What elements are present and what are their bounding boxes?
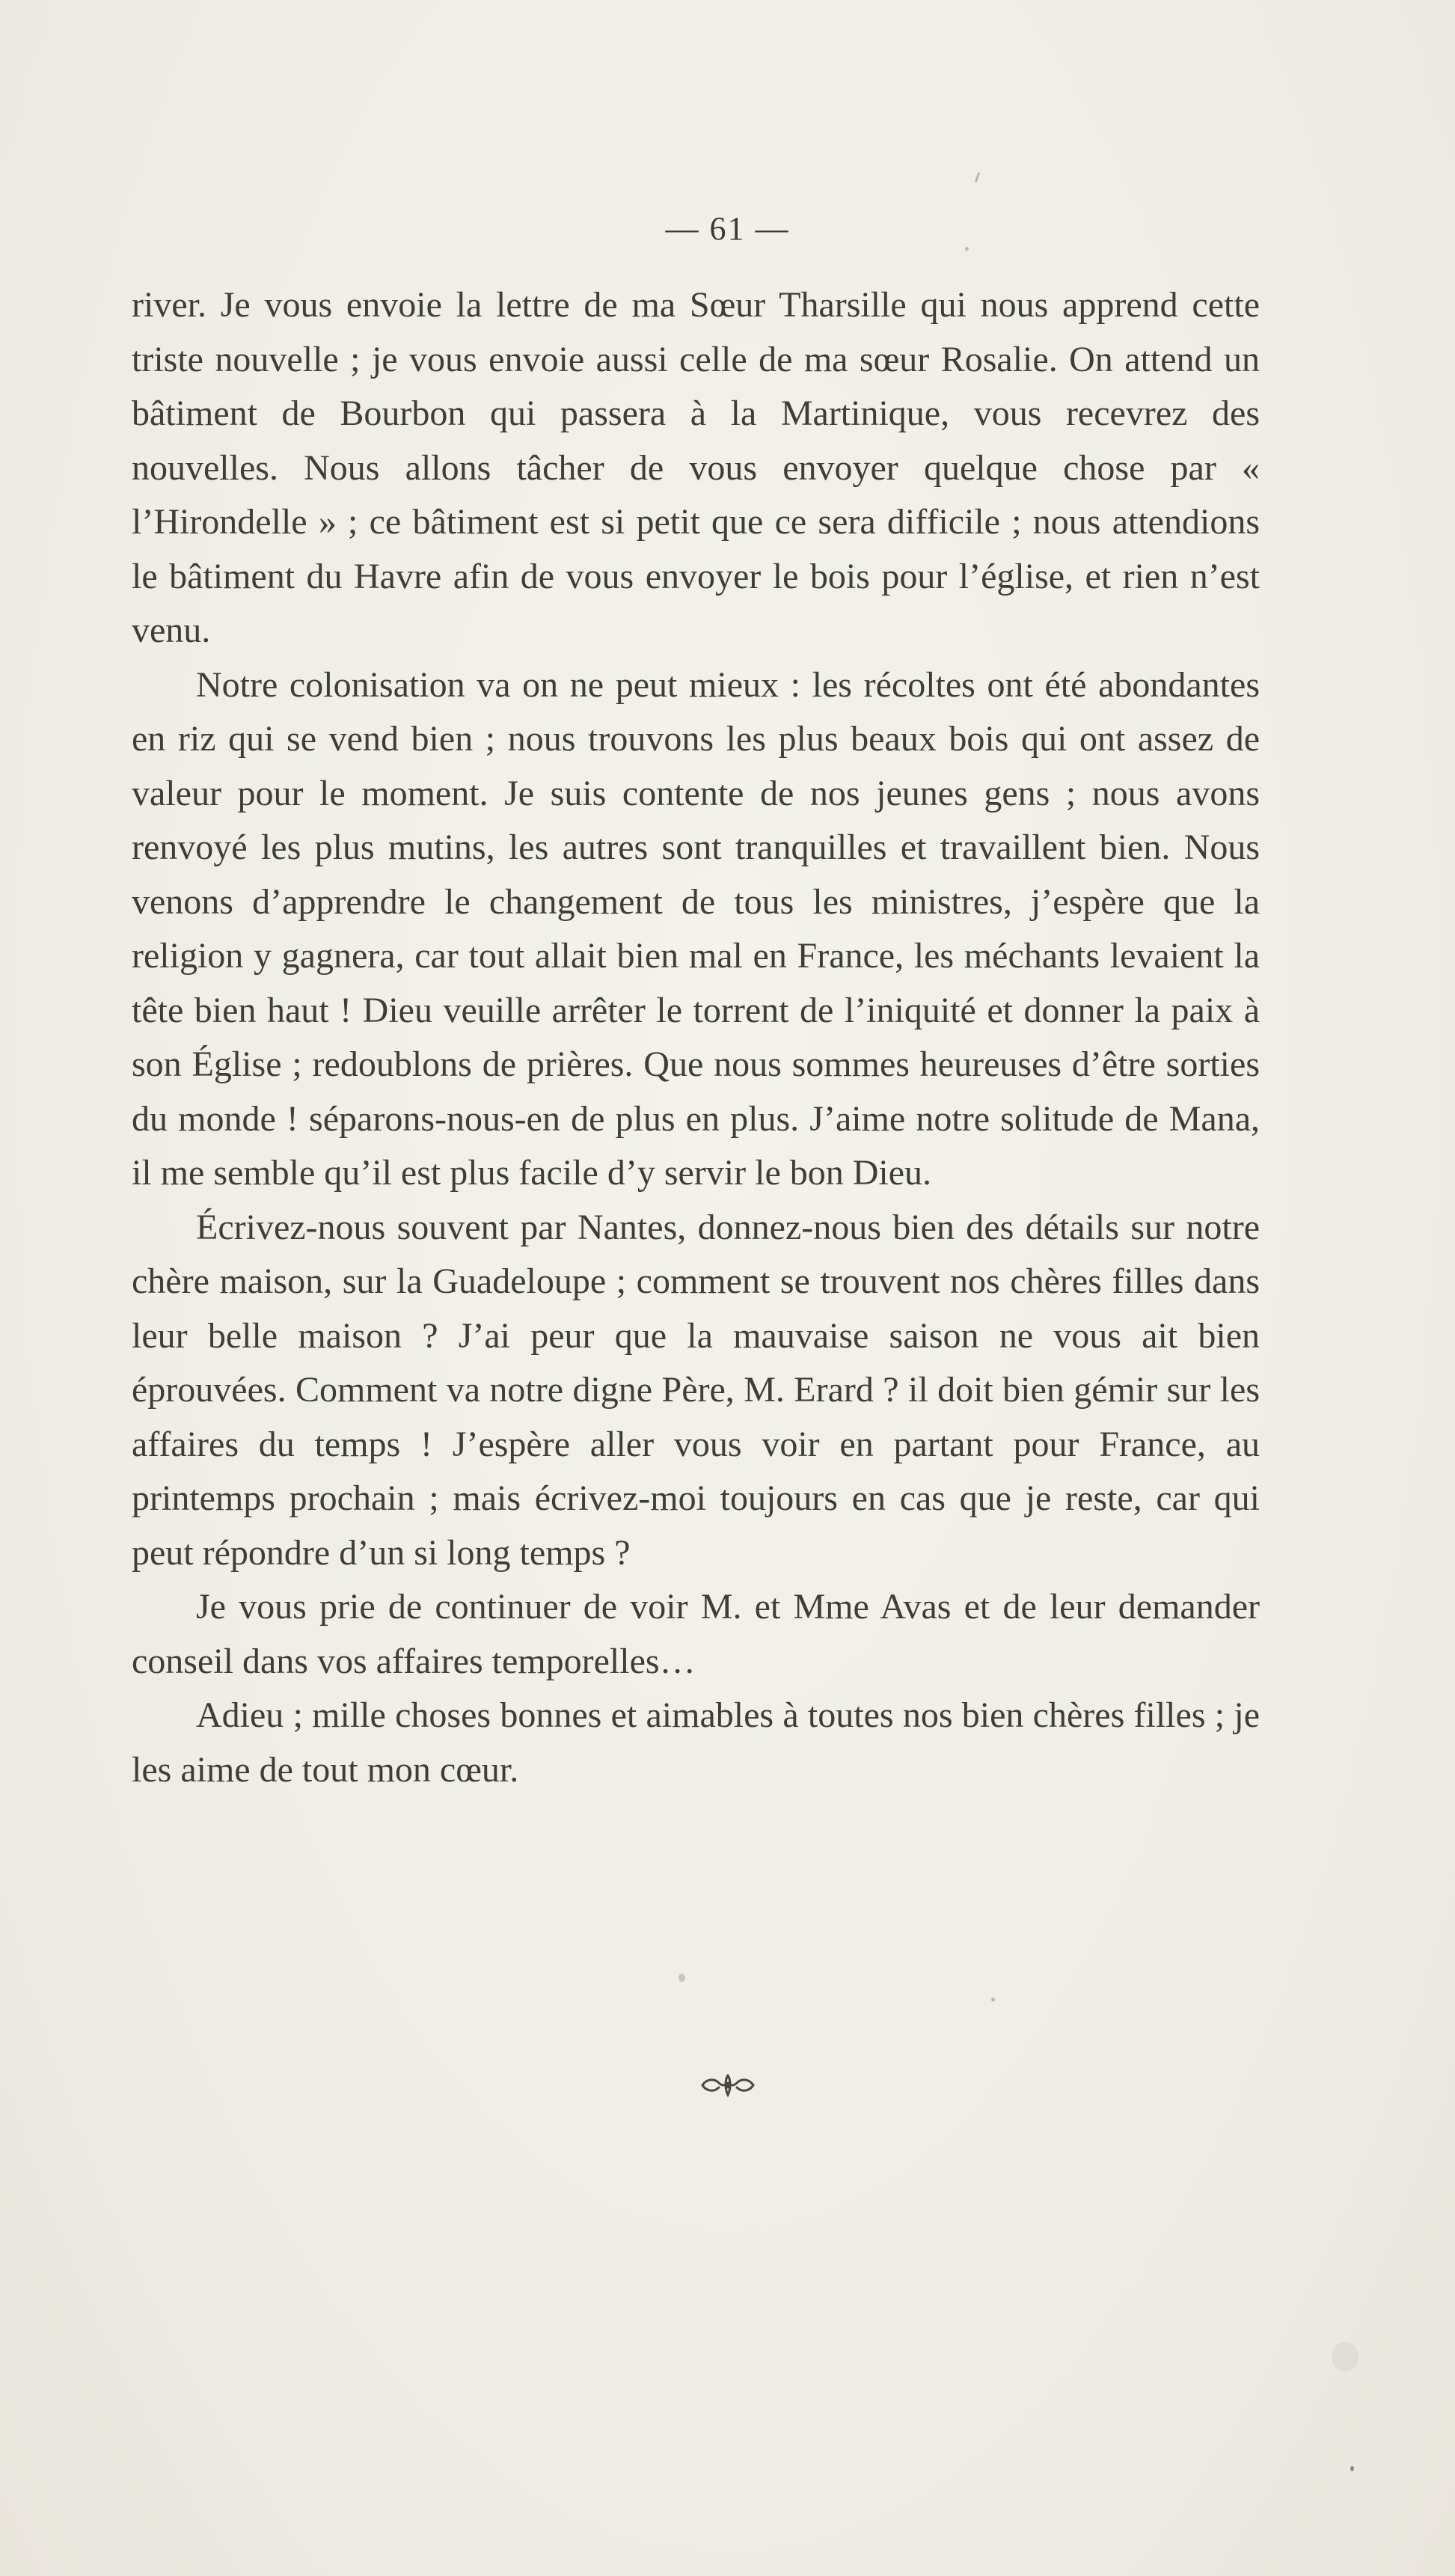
paper-speck (1350, 2466, 1354, 2471)
fleuron-ornament-icon (699, 2072, 756, 2098)
ornament-divider (0, 2072, 1455, 2098)
paragraph-colonisation: Notre colonisation va on ne peut mieux : les récoltes ont été abondantes en riz qui se vend bien ; nous trouvons les plus beaux bois qui ont assez de valeur pour le moment. Je suis contente de nos jeunes gens ; nous avons renvoyé les plus mutins, les autres sont tranquilles et travaillent bien. Nous venons d’apprendre le changement de tous les ministres, j’espère que la religion y gagnera, car tout allait bien mal en France, les méchants levaient la tête bien haut ! Dieu veuille arrêter le torrent de l’iniquité et donner la paix à son Église ; redoublons de prières. Que nous sommes heureuses d’être sorties du monde ! séparons-nous-en de plus en plus. J’aime notre solitude de Mana, il me semble qu’il est plus facile d’y servir le bon Dieu. (132, 664, 1260, 1193)
page-number: — 61 — (665, 210, 790, 247)
body-text (132, 278, 1260, 1797)
paragraph-ecrivez: Écrivez-nous souvent par Nantes, donnez-nous bien des détails sur notre chère maison, sur la Guadeloupe ; comment se trouvent nos chères filles dans leur belle maison ? J’ai peur que la mauvaise saison ne vous ait bien éprouvées. Comment va notre digne Père, M. Erard ? il doit bien gémir sur les affaires du temps ! J’espère aller vous voir en partant pour France, au printemps prochain ; mais écrivez-moi toujours en cas que je reste, car qui peut répondre d’un si long temps ? (132, 1207, 1260, 1573)
paper-speck (965, 247, 969, 251)
paper-speck (679, 1974, 685, 1982)
paragraph-avas: Je vous prie de continuer de voir M. et Mme Avas et de leur demander conseil dans vos affaires temporelles… (132, 1587, 1260, 1681)
paper-speck (991, 1998, 995, 2001)
paragraph-continuation: river. Je vous envoie la lettre de ma Sœur Tharsille qui nous apprend cette triste nouvelle ; je vous envoie aussi celle de ma sœur Rosalie. On attend un bâtiment de Bourbon qui passera à la Martinique, vous recevrez des nouvelles. Nous allons tâcher de vous envoyer quelque chose par « l’Hirondelle » ; ce bâtiment est si petit que ce sera difficile ; nous attendions le bâtiment du Havre afin de vous envoyer le bois pour l’église, et rien n’est venu. (132, 285, 1260, 650)
paragraph-adieu: Adieu ; mille choses bonnes et aimables à toutes nos bien chères filles ; je les aime de tout mon cœur. (132, 1695, 1260, 1790)
paper-speck (1332, 2342, 1358, 2372)
paper-speck (975, 172, 981, 183)
